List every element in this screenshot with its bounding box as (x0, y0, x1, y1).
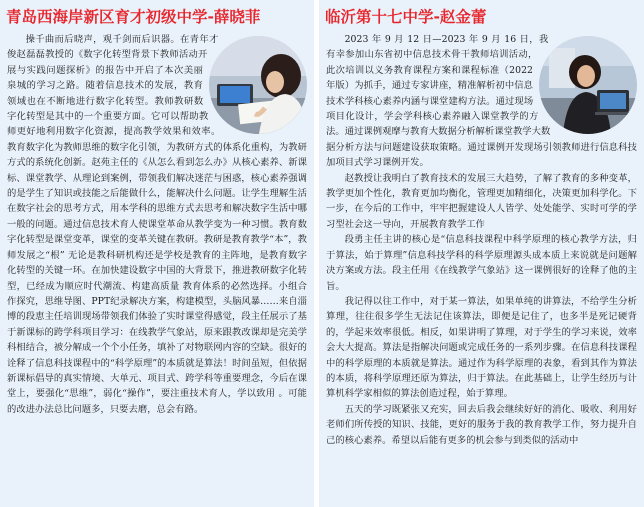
left-article (7, 32, 307, 503)
left-panel (0, 0, 314, 507)
right-paragraph-5: 五天的学习既紧张又充实，回去后我会继续好好的消化、吸收、利用好老师们所传授的知识、技能，更好的服务于我的教育教学工作，努力提升自己的核心素养。希望以后能有更多的机会参与到类似的活动中 (326, 403, 637, 446)
left-photo (209, 36, 307, 134)
right-paragraph-3: 段勇主任主讲的核心是“信息科技课程中科学原理的核心教学方法，归于算法，始于算理”信息科技学科的科学原理源头成本质上来说就是问题解决方案或方法。段主任用《在线教学气象站》这一课例很好的诠释了他的主旨。 (326, 234, 637, 292)
right-paragraph-1: 2023 年 9 月 12 日—2023 年 9 月 16 日，我有幸参加山东省初中信息技术骨干教师培训活动，此次培训以义务教育课程方案和课程标准（2022 年版）为抓手，通过专家讲座，精准解析初中信息技术学科核心素养内涵与课堂建构方法。通过现场项目化设计，学会学科核心素养融入课堂教学的方法。通过课例观摩与教育大数据分析解析课堂教学大数据分析方法与问题建设获取策略。通过课例开发现场引领教师进行信息科技加项目式学习课例开发。 (326, 34, 637, 169)
right-paragraph-2: 赵教授让我明白了教育技术的发展三大趋势，了解了教育的多种变革，教学更加个性化，教育更加均衡化，管理更加精细化，决策更加科学化。下一步，在今后的工作中，牢牢把握建设人人皆学、处处能学、实时可学的学习型社会这一导向，开展教育教学工作 (326, 172, 637, 230)
left-title: 青岛西海岸新区育才初级中学-薛晓菲 (6, 8, 261, 26)
right-panel (319, 0, 644, 507)
left-paragraph-1: 操千曲而后晓声，观千剑而后识器。在青年才俊赵磊磊教授的《数字化转型背景下教师活动开展与实践问题探析》的报告中开启了本次美丽泉城的学习之路。随着信息技术的发展，教育领域也在不断地进行数字化转型。教师教研数字化转型是其中的一个重要方面。它可以帮助教师更好地利用数字化资源，提高教学效果和效率。教育数字化为教师思维的数字化引领，为教研方式的体系化重构，为教研方式的系统化创新。赵苑主任的《从怎么看到怎么办》从核心素养、新课标、课堂教学、从理论到案例，带领我们解决迷茫与困惑，核心素养强调的是学生了知识或技能之后能做什么，能解决什么问题。让学生理解生活在数字社会的思考方式，用本学科的思维方式去思考和解决数字生活中哪一般的问题。通过信息技术育人使课堂革命从教学变为一种习惯。教育数字化转型是课堂变革，课堂的变革关键在教研。教研是教育教学“本”，教师发展之“根” 无论是教科研机构还是学校是教育的主阵地，是教育数字化转型的关键一环。在加快建设数字中国的大背景下，推进教研数字化转型，已经成为顺应时代潮流、构建高质量 教育体系的必然选择。小组合作探究，思维导图、PPT纪录解决方案，构建模型，头脑风暴……来自淄博的段恵主任培训现场带领我们体验了实时课堂得感觉，段主任展示了基于新课标的跨学科项目学习：在线教学气象站，原来跟教改课却是完美学科相结合，被分解成一个个小任务，填补了对物联网内容的空缺。很好的诠释了信息科技课程中的“科学原理”的本质就是算法！时间虽短，但依据新课标倡导的真实情境、大单元、项目式、跨学科等重要理念，今后在课堂上，要强化“思维”，弱化“操作”，要注重技术育人，学以致用 。可能的改进办法总比问题多，只要去磨，总会有路。 (7, 34, 307, 415)
right-title: 临沂第十七中学-赵金蕾 (325, 8, 487, 26)
right-paragraph-4: 我记得以往工作中，对于某一算法，如果单纯的讲算法，不给学生分析算理，往往很多学生无法记住该算法，即便是记住了，也多半是死记硬背的，学起来效率很低。相反，如果讲明了算理，对于学生的学习来说，效率会大大提高。算法是指解决问题或完成任务的一系列步骤。在信息科技课程中的科学原理的本质就是算法。通过作为科学原理的表象，看到其作为算法的本质，将科学原理还原为算法，归于算法。在此基础上，让学生经历与计算机科学家相似的算法创造过程，始于算理。 (326, 295, 637, 400)
right-photo (539, 36, 637, 134)
right-article (326, 32, 637, 503)
